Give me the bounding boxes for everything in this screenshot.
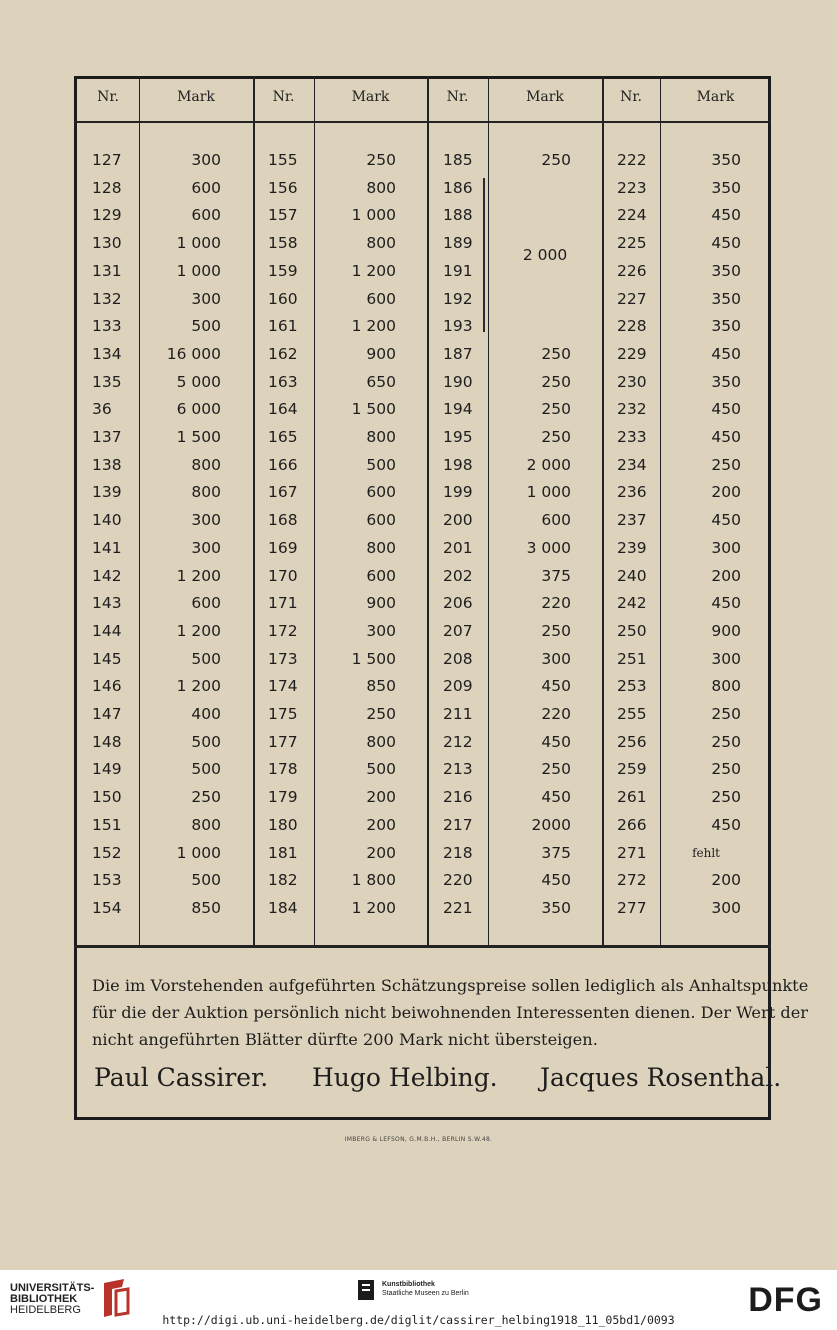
price-mark: 400	[191, 705, 221, 723]
lot-number: 158	[268, 234, 298, 253]
price-mark: 900	[711, 621, 741, 640]
price-mark: 450	[541, 788, 571, 807]
lot-number: 220	[443, 871, 473, 890]
price-mark: 450	[541, 677, 571, 696]
lot-number: 145	[92, 649, 122, 668]
lot-number: 189	[443, 234, 473, 253]
lot-number: 200	[443, 511, 473, 530]
lot-number: 216	[443, 788, 473, 807]
lot-number: 209	[443, 677, 473, 696]
price-mark: 450	[711, 206, 741, 225]
lot-number: 36	[92, 400, 112, 419]
price-mark: 650	[366, 372, 396, 391]
price-mark: 1 200	[176, 566, 221, 585]
lot-number: 151	[92, 815, 122, 834]
lot-number: 164	[268, 400, 298, 419]
lot-number: 253	[617, 677, 647, 696]
lot-number: 171	[268, 594, 298, 613]
price-mark: 375	[541, 566, 571, 585]
price-mark: 1 000	[526, 483, 571, 502]
price-mark: 200	[366, 788, 396, 807]
ub-heidelberg-text: UNIVERSITÄTS- BIBLIOTHEK HEIDELBERG	[10, 1281, 95, 1316]
price-mark: 450	[711, 511, 741, 530]
lot-number: 237	[617, 511, 647, 530]
price-mark: 200	[366, 843, 396, 862]
lot-number: 221	[443, 898, 473, 917]
lot-number: 226	[617, 261, 647, 280]
price-mark: 450	[541, 871, 571, 890]
header-mark: Mark	[351, 89, 390, 105]
lot-number: 211	[443, 705, 473, 723]
price-mark: 1 800	[351, 871, 396, 890]
header-mark: Mark	[696, 89, 735, 105]
lot-number: 150	[92, 788, 122, 807]
lot-number: 172	[268, 621, 298, 640]
lot-number: 144	[92, 621, 122, 640]
price-mark: 600	[366, 483, 396, 502]
lot-number: 140	[92, 511, 122, 530]
price-mark: 1 000	[176, 234, 221, 253]
price-mark: 250	[711, 732, 741, 751]
lot-number: 250	[617, 621, 647, 640]
price-mark: 850	[191, 898, 221, 917]
lot-number: 188	[443, 206, 473, 225]
price-mark: 450	[541, 732, 571, 751]
lot-number: 157	[268, 206, 298, 225]
price-mark: 900	[366, 594, 396, 613]
lot-number: 178	[268, 760, 298, 779]
price-mark: 300	[366, 621, 396, 640]
lot-number: 163	[268, 372, 298, 391]
lot-number: 159	[268, 261, 298, 280]
price-mark: 600	[366, 566, 396, 585]
lot-number: 213	[443, 760, 473, 779]
price-mark: 450	[711, 815, 741, 834]
price-mark: 800	[366, 732, 396, 751]
lot-number: 193	[443, 317, 473, 336]
lot-number: 128	[92, 178, 122, 197]
lot-number: 272	[617, 871, 647, 890]
price-mark: 250	[711, 788, 741, 807]
lot-number: 127	[92, 151, 122, 169]
lot-number: 255	[617, 705, 647, 723]
lot-number: 229	[617, 344, 647, 363]
lot-number: 234	[617, 455, 647, 474]
lot-number: 165	[268, 428, 298, 446]
price-mark: 800	[191, 815, 221, 834]
price-mark: 500	[191, 732, 221, 751]
header-nr: Nr.	[97, 89, 119, 105]
group-brace	[478, 178, 485, 332]
price-mark: 500	[191, 317, 221, 336]
signature-helbing: Hugo Helbing.	[312, 1063, 498, 1092]
lot-number: 177	[268, 732, 298, 751]
price-mark: 600	[366, 289, 396, 308]
lot-number: 228	[617, 317, 647, 336]
lot-number: 199	[443, 483, 473, 502]
price-mark: 800	[711, 677, 741, 696]
price-mark: 500	[191, 760, 221, 779]
lot-number: 156	[268, 178, 298, 197]
price-mark: 250	[541, 621, 571, 640]
lot-number: 162	[268, 344, 298, 363]
lot-number: 132	[92, 289, 122, 308]
lot-number: 130	[92, 234, 122, 253]
price-mark: 250	[366, 151, 396, 169]
price-mark: 600	[366, 511, 396, 530]
price-mark: 350	[541, 898, 571, 917]
lot-number: 201	[443, 538, 473, 557]
lot-number: 232	[617, 400, 647, 419]
header-mark: Mark	[177, 89, 215, 105]
price-mark: 350	[711, 261, 741, 280]
lot-number: 168	[268, 511, 298, 530]
price-mark: 3 000	[526, 538, 571, 557]
lot-number: 179	[268, 788, 298, 807]
price-mark: 1 200	[351, 898, 396, 917]
price-mark: 600	[191, 594, 221, 613]
lot-number: 129	[92, 206, 122, 225]
price-mark: 250	[711, 705, 741, 723]
column-divider	[139, 76, 140, 945]
price-mark: 200	[711, 871, 741, 890]
lot-number: 186	[443, 178, 473, 197]
note-line: Die im Vorstehenden aufgeführten Schätzungspreise sollen lediglich als Anhaltspunkte	[92, 976, 809, 995]
price-mark: 350	[711, 317, 741, 336]
price-mark: 350	[711, 178, 741, 197]
lot-number: 277	[617, 898, 647, 917]
lot-number: 154	[92, 898, 122, 917]
price-mark: 350	[711, 151, 741, 169]
price-mark: 800	[366, 428, 396, 446]
price-mark: 250	[191, 788, 221, 807]
lot-number: 261	[617, 788, 647, 807]
price-mark: 250	[541, 760, 571, 779]
lot-number: 146	[92, 677, 122, 696]
lot-number: 217	[443, 815, 473, 834]
price-mark: 800	[366, 538, 396, 557]
lot-number: 194	[443, 400, 473, 419]
lot-number: 233	[617, 428, 647, 446]
lot-number: 266	[617, 815, 647, 834]
price-mark: 300	[191, 511, 221, 530]
price-mark: 250	[541, 372, 571, 391]
lot-number: 143	[92, 594, 122, 613]
lot-number: 167	[268, 483, 298, 502]
price-mark: 250	[541, 428, 571, 446]
price-mark: 350	[711, 289, 741, 308]
lot-number: 173	[268, 649, 298, 668]
price-mark: 200	[711, 566, 741, 585]
price-mark: 2 000	[526, 455, 571, 474]
header-nr: Nr.	[446, 89, 469, 105]
price-mark: 1 200	[351, 261, 396, 280]
lot-number: 169	[268, 538, 298, 557]
price-mark: 1 500	[176, 428, 221, 446]
lot-number: 135	[92, 372, 122, 391]
lot-number: 198	[443, 455, 473, 474]
lot-number: 131	[92, 261, 122, 280]
lot-number: 153	[92, 871, 122, 890]
lot-number: 208	[443, 649, 473, 668]
price-mark: 1 200	[351, 317, 396, 336]
lot-number: 206	[443, 594, 473, 613]
price-mark: 220	[541, 594, 571, 613]
column-divider	[602, 76, 604, 945]
column-divider	[488, 76, 489, 945]
price-mark: 450	[711, 428, 741, 446]
lot-number: 195	[443, 428, 473, 446]
price-mark: 1 500	[351, 649, 396, 668]
lot-number: 207	[443, 621, 473, 640]
table-frame	[74, 76, 809, 1120]
price-mark: 350	[711, 372, 741, 391]
lot-number: 148	[92, 732, 122, 751]
lot-number: 160	[268, 289, 298, 308]
lot-number: 149	[92, 760, 122, 779]
header-nr: Nr.	[620, 89, 642, 105]
price-mark: 500	[366, 760, 396, 779]
lot-number: 170	[268, 566, 298, 585]
price-mark: 500	[191, 871, 221, 890]
lot-number: 236	[617, 483, 647, 502]
lot-number: 242	[617, 594, 647, 613]
lot-number: 239	[617, 538, 647, 557]
lot-number: 155	[268, 151, 298, 169]
price-mark: 1 500	[351, 400, 396, 419]
lot-number: 141	[92, 538, 122, 557]
price-mark: 375	[541, 843, 571, 862]
lot-number: 184	[268, 898, 298, 917]
lot-number: 259	[617, 760, 647, 779]
price-mark: 220	[541, 705, 571, 723]
price-mark: 250	[366, 705, 396, 723]
price-mark: 900	[366, 344, 396, 363]
lot-number: 133	[92, 317, 122, 336]
printer-imprint: IMBERG & LEFSON, G.M.B.H., BERLIN S.W.48.	[344, 1136, 493, 1143]
price-mark: 300	[191, 151, 221, 169]
price-mark: 300	[711, 898, 741, 917]
price-mark: 800	[191, 483, 221, 502]
price-mark: 200	[711, 483, 741, 502]
price-mark: 16 000	[166, 344, 221, 363]
price-mark: 250	[541, 344, 571, 363]
price-mark: 450	[711, 234, 741, 253]
column-divider	[314, 76, 315, 945]
note-line: nicht angeführten Blätter dürfte 200 Mark nicht übersteigen.	[92, 1030, 598, 1049]
price-mark: 250	[711, 455, 741, 474]
column-divider	[427, 76, 429, 945]
kunstbibliothek-name: Kunstbibliothek	[382, 1281, 435, 1288]
lot-number: 192	[443, 289, 473, 308]
price-mark: 800	[366, 234, 396, 253]
price-mark: 800	[366, 178, 396, 197]
price-mark: 1 200	[176, 621, 221, 640]
group-value: 2 000	[522, 246, 568, 264]
price-mark: 300	[711, 538, 741, 557]
price-mark: 250	[541, 151, 571, 169]
price-mark: 800	[191, 455, 221, 474]
price-mark: 600	[191, 178, 221, 197]
price-mark: 5 000	[176, 372, 221, 391]
lot-number: 230	[617, 372, 647, 391]
lot-number: 185	[443, 151, 473, 169]
lot-number: 218	[443, 843, 473, 862]
lot-number: 142	[92, 566, 122, 585]
price-mark: 600	[541, 511, 571, 530]
lot-number: 251	[617, 649, 647, 668]
lot-number: 190	[443, 372, 473, 391]
lot-number: 240	[617, 566, 647, 585]
price-mark: 2000	[531, 815, 571, 834]
column-divider	[660, 76, 661, 945]
lot-number: 256	[617, 732, 647, 751]
estimate-note	[92, 972, 809, 1053]
price-mark: 1 000	[176, 261, 221, 280]
kunstbibliothek-sub: Staatliche Museen zu Berlin	[382, 1290, 469, 1297]
price-mark: 300	[541, 649, 571, 668]
lot-number: 182	[268, 871, 298, 890]
price-mark: 300	[711, 649, 741, 668]
lot-number: 166	[268, 455, 298, 474]
price-mark: fehlt	[692, 845, 720, 860]
lot-number: 147	[92, 705, 122, 723]
source-url[interactable]: http://digi.ub.uni-heidelberg.de/diglit/cassirer_helbing1918_11_05bd1/0093	[162, 1313, 675, 1327]
price-mark: 450	[711, 400, 741, 419]
row-divider	[74, 121, 771, 123]
price-mark: 300	[191, 538, 221, 557]
lot-number: 175	[268, 705, 298, 723]
lot-number: 271	[617, 843, 647, 862]
price-mark: 6 000	[176, 400, 221, 419]
header-mark: Mark	[526, 89, 564, 105]
lot-number: 161	[268, 317, 298, 336]
header-nr: Nr.	[272, 89, 295, 105]
lot-number: 152	[92, 843, 122, 862]
lot-number: 187	[443, 344, 473, 363]
price-mark: 250	[711, 760, 741, 779]
lot-number: 180	[268, 815, 298, 834]
lot-number: 134	[92, 344, 122, 363]
lot-number: 212	[443, 732, 473, 751]
lot-number: 223	[617, 178, 647, 197]
price-mark: 450	[711, 594, 741, 613]
lot-number: 191	[443, 261, 473, 280]
kunstbibliothek-logo[interactable]	[358, 1280, 469, 1300]
price-mark: 500	[191, 649, 221, 668]
note-line: für die der Auktion persönlich nicht beiwohnenden Interessenten dienen. Der Wert der	[92, 1003, 809, 1022]
price-mark: 450	[711, 344, 741, 363]
lot-number: 224	[617, 206, 647, 225]
lot-number: 174	[268, 677, 298, 696]
price-mark: 600	[191, 206, 221, 225]
price-mark: 250	[541, 400, 571, 419]
price-mark: 300	[191, 289, 221, 308]
row-divider	[74, 945, 771, 948]
signature-rosenthal: Jacques Rosenthal.	[540, 1063, 782, 1092]
lot-number: 202	[443, 566, 473, 585]
lot-number: 227	[617, 289, 647, 308]
dfg-logo[interactable]: DFG	[748, 1281, 823, 1319]
price-mark: 850	[366, 677, 396, 696]
lot-number: 225	[617, 234, 647, 253]
price-mark: 200	[366, 815, 396, 834]
price-mark: 500	[366, 455, 396, 474]
lot-number: 138	[92, 455, 122, 474]
price-mark: 1 000	[176, 843, 221, 862]
lot-number: 222	[617, 151, 647, 169]
lot-number: 137	[92, 428, 122, 446]
kunstbibliothek-emblem-icon	[358, 1280, 374, 1300]
price-mark: 1 200	[176, 677, 221, 696]
price-mark: 1 000	[351, 206, 396, 225]
signature-cassirer: Paul Cassirer.	[94, 1063, 269, 1092]
column-divider	[253, 76, 255, 945]
lot-number: 181	[268, 843, 298, 862]
lot-number: 139	[92, 483, 122, 502]
